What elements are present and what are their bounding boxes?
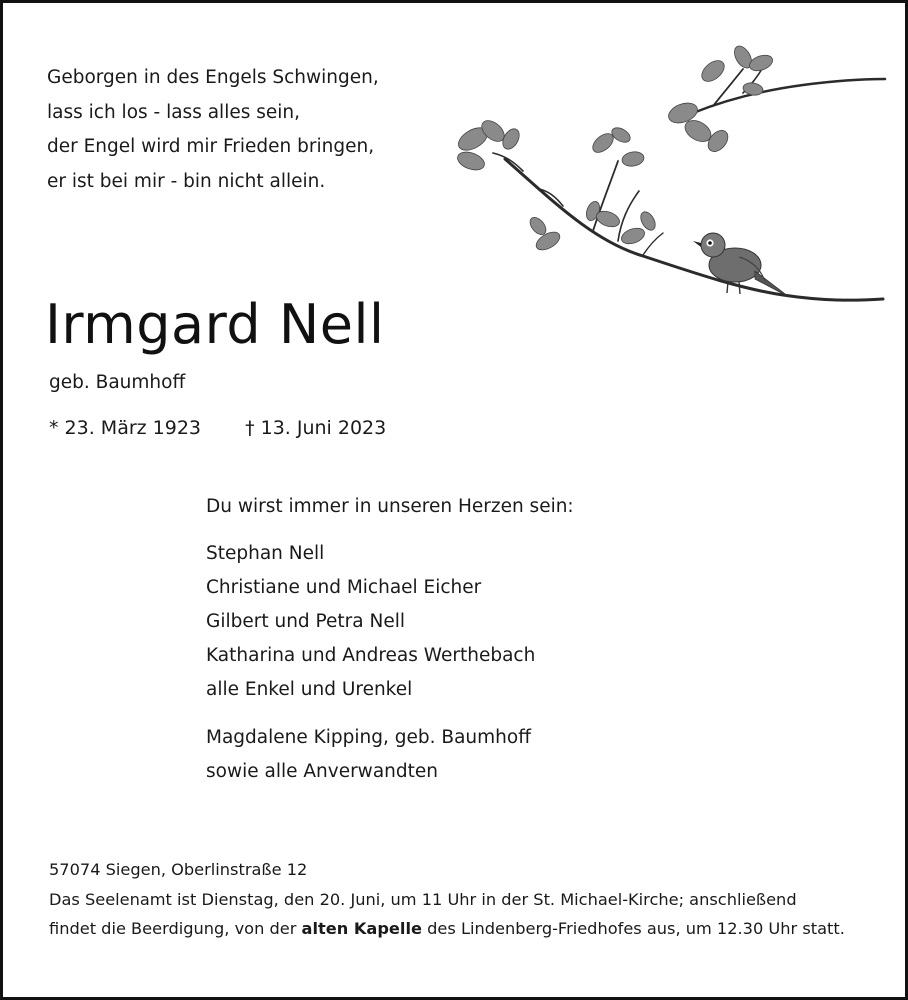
life-dates [49, 417, 386, 439]
spacer [206, 707, 574, 721]
poem-line: Geborgen in des Engels Schwingen, [47, 67, 379, 88]
poem-line: der Engel wird mir Frieden bringen, [47, 136, 375, 157]
mourners [206, 490, 574, 789]
funeral-info [49, 855, 845, 944]
deceased-name: Irmgard Nell [45, 293, 385, 356]
mourner: Christiane und Michael Eicher [206, 577, 482, 598]
mourner: sowie alle Anverwandten [206, 761, 438, 782]
death-date: † 13. Juni 2023 [245, 417, 387, 439]
mourners-intro: Du wirst immer in unseren Herzen sein: [206, 496, 574, 517]
poem-line: er ist bei mir - bin nicht allein. [47, 170, 326, 192]
burial-notice [49, 914, 845, 944]
bird-on-blossom-branch-icon [443, 31, 893, 321]
mourner: Gilbert und Petra Nell [206, 611, 406, 632]
mourner: Stephan Nell [206, 543, 325, 564]
burial-text-start: findet die Beerdigung, von der [49, 919, 302, 938]
poem [47, 61, 379, 199]
burial-location: alten Kapelle [301, 919, 422, 938]
service-notice: Das Seelenamt ist Dienstag, den 20. Juni, um 11 Uhr in der St. Michael-Kirche; anschließend [49, 889, 797, 909]
address: 57074 Siegen, Oberlinstraße 12 [49, 860, 308, 879]
mourner: Katharina und Andreas Werthebach [206, 645, 536, 666]
poem-line: lass ich los - lass alles sein, [47, 101, 301, 123]
mourner: alle Enkel und Urenkel [206, 679, 413, 700]
maiden-name: geb. Baumhoff [49, 372, 186, 393]
birth-date: * 23. März 1923 [49, 417, 202, 439]
mourner: Magdalene Kipping, geb. Baumhoff [206, 727, 531, 748]
burial-text-end: des Lindenberg-Friedhofes aus, um 12.30 Uhr statt. [421, 919, 845, 938]
